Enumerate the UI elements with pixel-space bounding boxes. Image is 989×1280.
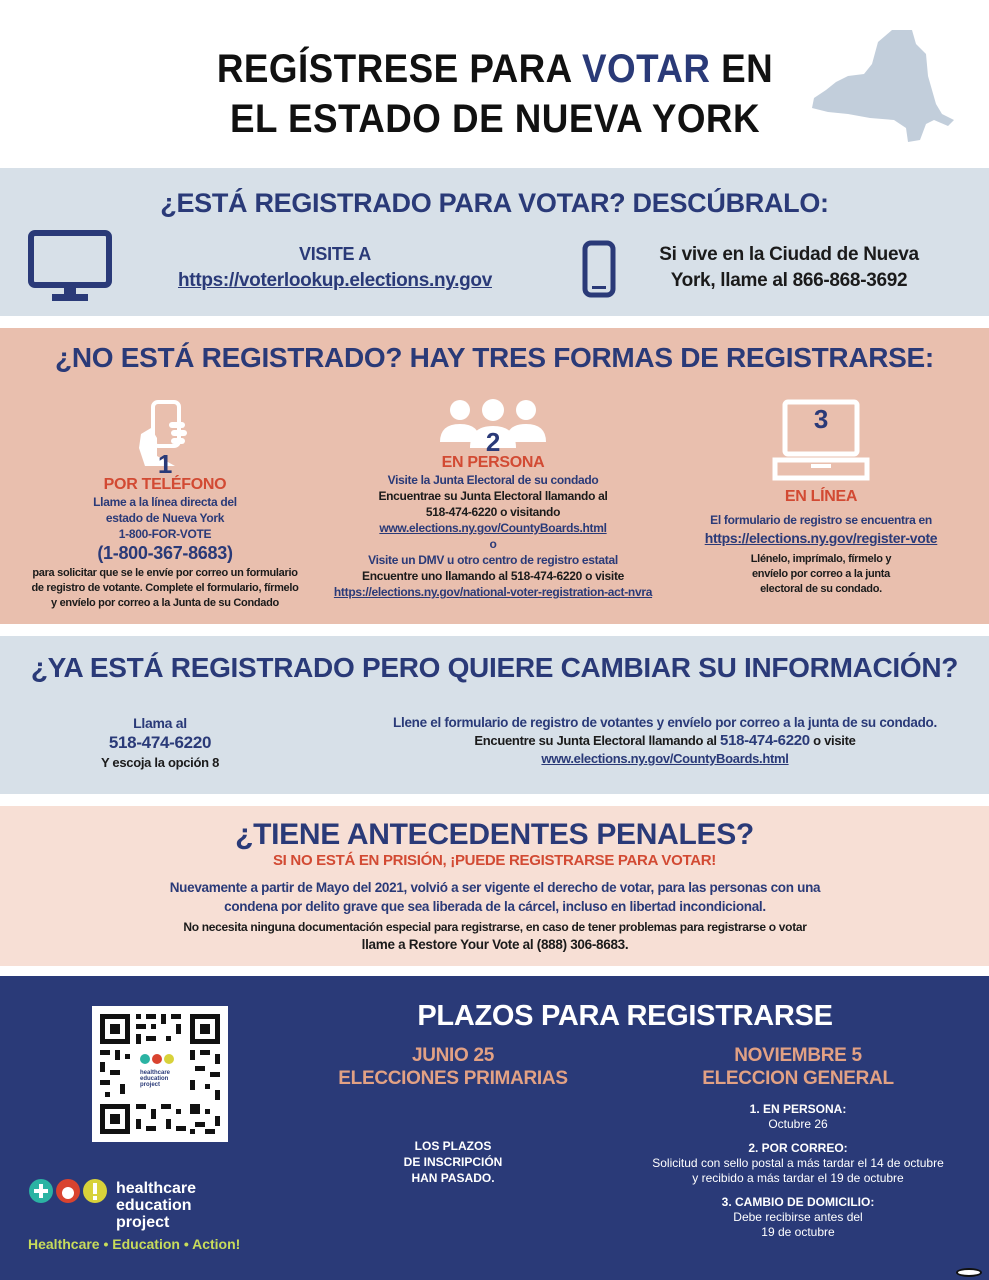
november-details (620, 1102, 976, 1249)
method-phone (20, 398, 310, 611)
org-name-line3: project (116, 1214, 170, 1231)
person-line3 (318, 504, 668, 520)
corner-oval-icon (956, 1268, 982, 1277)
call-option: Y escoja la opción 8 (100, 755, 220, 770)
change-info-section (0, 636, 989, 794)
record-body-line2: condena por delito grave que sea liberada de la cárcel, incluso en libertad incondicional. (224, 899, 766, 914)
passed-line2: DE INSCRIPCIÓN (403, 1155, 503, 1169)
method-online (676, 398, 966, 597)
check-registration-section (0, 168, 989, 316)
qr-org-line2: education (140, 1076, 169, 1082)
record-body-line1: Nuevamente a partir de Mayo del 2021, volvió a ser vigente el derecho de votar, para las personas con una (169, 880, 821, 895)
online-note1: Llénelo, imprímalo, fírmelo y (750, 553, 892, 565)
new-york-state-map-icon (808, 24, 958, 149)
online-note3: electoral de su condado. (760, 583, 882, 595)
method-person-title: EN PERSONA (441, 454, 545, 471)
change-heading: ¿YA ESTÁ REGISTRADO PERO QUIERE CAMBIAR SU INFORMACIÓN? (30, 652, 959, 683)
phone-note1: para solicitar que se le envíe por correo un formulario (32, 567, 298, 579)
register-methods-section (0, 328, 989, 624)
phone-note2: de registro de votante. Complete el formulario, fírmelo (31, 582, 299, 594)
title-highlight: VOTAR (582, 47, 711, 91)
org-name (116, 1180, 196, 1231)
record-note-line1: No necesita ninguna documentación especial para registrarse, en caso de tener problemas para registrarse o votar (183, 920, 807, 934)
method-in-person (318, 398, 668, 600)
person-line5-text: Encuentre uno llamando al (361, 569, 511, 583)
phone-line3: 1-800-FOR-VOTE (118, 527, 212, 541)
online-note2: envíelo por correo a la junta (751, 568, 890, 580)
person-line5-end: o visite (582, 569, 625, 583)
register-vote-link[interactable]: https://elections.ny.gov/register-vote (704, 530, 938, 546)
record-heading: ¿TIENE ANTECEDENTES PENALES? (235, 818, 754, 851)
criminal-record-section (0, 806, 989, 966)
item2-text2: y recibido a más tardar el 19 de octubre (692, 1171, 904, 1185)
person-phone-1: 518-474-6220 (425, 505, 498, 519)
person-line1: Visite la Junta Electoral de su condado (387, 473, 599, 487)
person-line2: Encuentrae su Junta Electoral llamando al (378, 489, 608, 503)
phone-line1: Llame a la línea directa del (93, 495, 237, 509)
smartphone-icon (582, 240, 616, 298)
org-tagline: Healthcare • Education • Action! (28, 1236, 241, 1252)
phone-line2: estado de Nueva York (105, 511, 225, 525)
healthcare-education-project-logo-icon (28, 1176, 108, 1206)
org-name-line2: education (116, 1197, 192, 1214)
title-line2: EL ESTADO DE NUEVA YORK (230, 97, 760, 141)
deadlines-section (0, 976, 989, 1280)
nyc-line1: Si vive en la Ciudad de Nueva (659, 244, 919, 265)
form-block (350, 714, 980, 768)
method-phone-title: POR TELÉFONO (103, 476, 227, 493)
online-line1: El formulario de registro se encuentra en (710, 513, 932, 527)
form-line2 (350, 732, 980, 750)
passed-line1: LOS PLAZOS (414, 1139, 492, 1153)
item3-text2: 19 de octubre (761, 1225, 835, 1239)
record-note-line2: llame a Restore Your Vote al (888) 306-8683. (361, 937, 629, 952)
form-line2-text: Encuentre su Junta Electoral llamando al (474, 733, 721, 748)
item3-text1: Debe recibirse antes del (733, 1210, 863, 1224)
item3-heading: 3. CAMBIO DE DOMICILIO: (721, 1195, 875, 1209)
form-phone: 518-474-6220 (720, 732, 810, 749)
record-note (110, 918, 880, 954)
visit-label: VISITE A (299, 244, 371, 264)
header (0, 0, 989, 168)
check-heading: ¿ESTÁ REGISTRADO PARA VOTAR? DESCÚBRALO: (160, 188, 829, 218)
november-deadline (668, 1044, 928, 1090)
method-number-3: 3 (813, 404, 829, 434)
method-number-1: 1 (157, 449, 173, 479)
call-block (70, 714, 250, 772)
laptop-icon (771, 398, 871, 484)
record-subheading: SI NO ESTÁ EN PRISIÓN, ¡PUEDE REGISTRARSE PARA VOTAR! (272, 852, 717, 869)
page-title (178, 44, 813, 144)
item1-text: Octubre 26 (768, 1117, 828, 1131)
deadlines-title: PLAZOS PARA REGISTRARSE (417, 1000, 833, 1032)
org-name-line1: healthcare (116, 1180, 197, 1197)
june-deadline (320, 1044, 586, 1090)
call-number: 518-474-6220 (108, 733, 212, 752)
deadline-item-address-change (620, 1195, 976, 1240)
passed-line3: HAN PASADO. (411, 1171, 495, 1185)
nyc-line2: York, llame al 866-868-3692 (670, 270, 908, 291)
method-online-title: EN LÍNEA (784, 488, 858, 505)
nov-label: ELECCION GENERAL (702, 1068, 894, 1089)
nov-date: NOVIEMBRE 5 (734, 1045, 862, 1066)
title-part1: REGÍSTRESE PARA (216, 47, 583, 91)
qr-org-line3: project (140, 1082, 161, 1088)
person-line3-text: o visitando (497, 505, 561, 519)
person-line4: Visite un DMV u otro centro de registro estatal (368, 553, 618, 567)
qr-code[interactable] (92, 1006, 228, 1142)
nvra-link[interactable]: https://elections.ny.gov/national-voter-registration-act-nvra (333, 585, 653, 599)
county-boards-link[interactable]: www.elections.ny.gov/CountyBoards.html (379, 521, 607, 535)
item2-heading: 2. POR CORREO: (748, 1141, 848, 1155)
item2-text1: Solicitud con sello postal a más tardar el 14 de octubre (652, 1156, 944, 1170)
june-label: ELECCIONES PRIMARIAS (338, 1068, 568, 1089)
person-phone-2: 518-474-6220 (510, 569, 583, 583)
deadline-item-in-person (620, 1102, 976, 1132)
register-heading: ¿NO ESTÁ REGISTRADO? HAY TRES FORMAS DE REGISTRARSE: (55, 342, 934, 373)
monitor-icon (28, 230, 112, 304)
qr-org-label (140, 1070, 170, 1088)
june-date: JUNIO 25 (411, 1045, 495, 1066)
title-part2: EN (710, 47, 774, 91)
item1-heading: 1. EN PERSONA: (749, 1102, 847, 1116)
deadlines-passed-note (370, 1138, 536, 1186)
record-body (110, 878, 880, 916)
nyc-call-text (636, 242, 942, 294)
person-or: o (489, 537, 497, 551)
form-line2-end: o visite (809, 733, 856, 748)
phone-big-number: (1-800-367-8683) (97, 543, 233, 563)
form-line1: Llene el formulario de registro de votantes y envíelo por correo a la junta de su condado. (393, 715, 937, 730)
method-number-2: 2 (485, 427, 501, 457)
person-line5 (318, 568, 668, 584)
phone-note3: y envíelo por correo a la Junta de su Condado (51, 597, 279, 609)
deadline-item-mail (620, 1141, 976, 1186)
change-county-boards-link[interactable]: www.elections.ny.gov/CountyBoards.html (541, 751, 789, 766)
voter-lookup-link[interactable]: https://voterlookup.elections.ny.gov (178, 270, 492, 291)
qr-org-line1: healthcare (140, 1070, 171, 1076)
call-label: Llama al (133, 715, 187, 731)
